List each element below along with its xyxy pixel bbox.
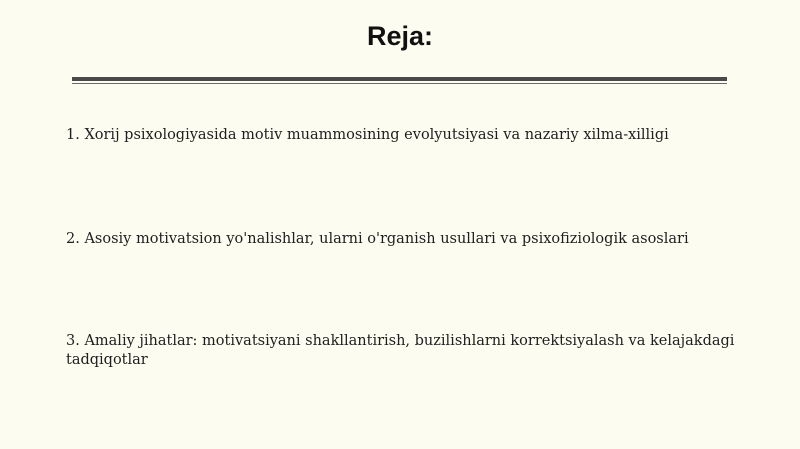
slide-title: Reja: <box>366 21 434 51</box>
divider-thick-line <box>72 77 727 81</box>
plan-item-3: 3. Amaliy jihatlar: motivatsiyani shakllantirish, buzilishlarni korrektsiyalash va kelajakdagi tadqiqotlar <box>66 333 735 368</box>
plan-item-2: 2. Asosiy motivatsion yo'nalishlar, ularni o'rganish usullari va psixofiziologik asoslari <box>66 231 689 247</box>
plan-item-1: 1. Xorij psixologiyasida motiv muammosining evolyutsiyasi va nazariy xilma-xilligi <box>66 127 669 143</box>
title-divider <box>72 77 727 86</box>
divider-thin-line <box>72 83 727 84</box>
